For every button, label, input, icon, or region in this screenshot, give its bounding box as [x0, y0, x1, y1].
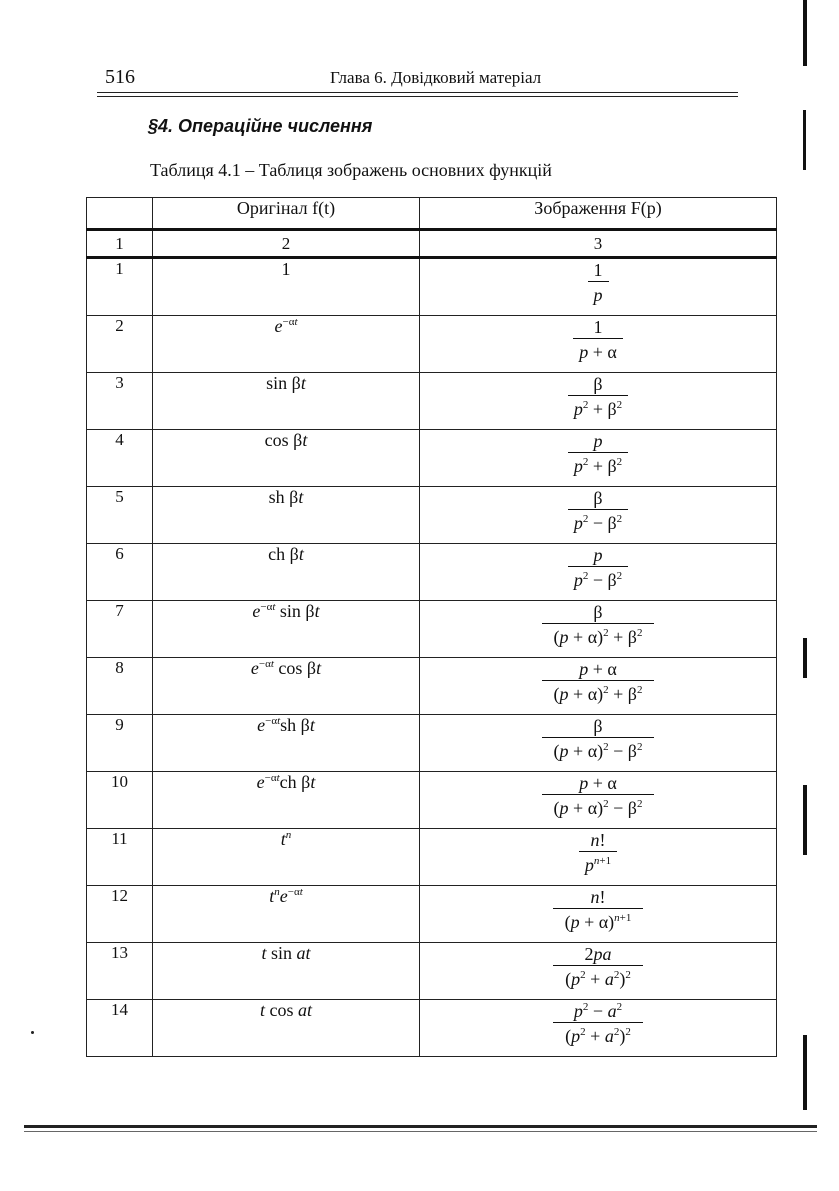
image-cell [420, 544, 777, 601]
original-cell: t sin at [153, 943, 420, 1000]
image-formula: $\frac{p + \alpha}{(p + \alpha)^2 - \beta^2}$ [542, 772, 655, 820]
image-formula: $\frac{1}{p}$ [588, 259, 609, 307]
table-row [87, 373, 777, 430]
scan-edge-bar [803, 1035, 807, 1110]
original-cell: $e^{-\alpha t}ch$ βt [153, 772, 420, 829]
image-cell [420, 658, 777, 715]
original-cell: $e^{-\alpha t}$ sin βt [153, 601, 420, 658]
image-formula: $\frac{p}{p^2 + \beta^2}$ [568, 430, 628, 478]
row-number: 1 [87, 258, 153, 316]
running-title: Глава 6. Довідковий матеріал [330, 68, 542, 87]
row-number: 11 [87, 829, 153, 886]
row-number: 3 [87, 373, 153, 430]
column-number-row [87, 230, 777, 258]
image-formula: $\frac{\beta}{p^2 + \beta^2}$ [568, 373, 628, 421]
row-number: 9 [87, 715, 153, 772]
scan-edge-bar [803, 110, 806, 170]
scan-edge-bar [803, 0, 807, 66]
header-image [420, 198, 777, 230]
row-number: 8 [87, 658, 153, 715]
header-empty [87, 198, 153, 230]
image-formula: $\frac{n!}{(p + \alpha)^{n+1}}$ [553, 886, 644, 934]
original-cell: ch βt [153, 544, 420, 601]
transform-table [86, 197, 777, 1057]
table-row [87, 715, 777, 772]
table-row [87, 943, 777, 1000]
row-number: 10 [87, 772, 153, 829]
original-cell: sin βt [153, 373, 420, 430]
column-number: 1 [87, 230, 153, 258]
table-row [87, 658, 777, 715]
original-cell [153, 258, 420, 316]
image-cell [420, 430, 777, 487]
image-formula: $\frac{p^2 - a^2}{(p^2 + a^2)^2}$ [553, 1000, 643, 1048]
image-cell [420, 943, 777, 1000]
image-formula: $\frac{p + \alpha}{(p + \alpha)^2 + \beta^2}$ [542, 658, 655, 706]
image-formula: $\frac{1}{p + \alpha}$ [573, 316, 623, 364]
image-cell [420, 772, 777, 829]
row-number: 13 [87, 943, 153, 1000]
image-cell [420, 715, 777, 772]
image-formula: $\frac{n!}{p^{n+1}}$ [579, 829, 617, 877]
original-cell: sh βt [153, 487, 420, 544]
column-number: 2 [153, 230, 420, 258]
page-number: 516 [105, 66, 135, 88]
image-cell [420, 373, 777, 430]
image-formula: $\frac{p}{p^2 - \beta^2}$ [568, 544, 628, 592]
column-number: 3 [420, 230, 777, 258]
table-row [87, 601, 777, 658]
original-formula: 1 [281, 259, 291, 279]
table-row [87, 258, 777, 316]
bottom-rule-2 [24, 1131, 817, 1132]
original-cell: $t^n$ [153, 829, 420, 886]
row-number: 4 [87, 430, 153, 487]
table-row [87, 316, 777, 373]
row-number: 7 [87, 601, 153, 658]
page-header [97, 66, 738, 92]
header-rule-2 [97, 96, 738, 97]
image-cell [420, 487, 777, 544]
table-row [87, 544, 777, 601]
image-cell [420, 1000, 777, 1057]
row-number: 14 [87, 1000, 153, 1057]
table-row [87, 487, 777, 544]
table-row [87, 886, 777, 943]
table-row [87, 430, 777, 487]
table-caption: Таблиця 4.1 – Таблиця зображень основних функцій [150, 160, 552, 180]
table-row [87, 829, 777, 886]
row-number: 2 [87, 316, 153, 373]
image-formula: $\frac{\beta}{(p + \alpha)^2 - \beta^2}$ [542, 715, 655, 763]
original-cell: $e^{-\alpha t}$ cos βt [153, 658, 420, 715]
header-original [153, 198, 420, 230]
scan-dot [31, 1031, 34, 1034]
bottom-rule [24, 1125, 817, 1128]
image-cell [420, 829, 777, 886]
scan-edge-bar [803, 638, 807, 678]
original-cell: t cos at [153, 1000, 420, 1057]
original-cell: $e^{-\alpha t}sh$ βt [153, 715, 420, 772]
original-cell: $e^{-\alpha t}$ [153, 316, 420, 373]
section-title: §4. Операційне числення [148, 116, 373, 136]
row-number: 5 [87, 487, 153, 544]
table-row [87, 772, 777, 829]
header-rule [97, 92, 738, 93]
image-cell [420, 258, 777, 316]
row-number: 12 [87, 886, 153, 943]
image-formula: $\frac{\beta}{p^2 - \beta^2}$ [568, 487, 628, 535]
row-number: 6 [87, 544, 153, 601]
image-cell [420, 886, 777, 943]
image-formula: $\frac{2pa}{(p^2 + a^2)^2}$ [553, 943, 643, 991]
image-cell [420, 316, 777, 373]
image-cell [420, 601, 777, 658]
table-row [87, 1000, 777, 1057]
header-image-label: Зображення F(p) [534, 198, 662, 218]
original-cell: cos βt [153, 430, 420, 487]
image-formula: $\frac{\beta}{(p + \alpha)^2 + \beta^2}$ [542, 601, 655, 649]
original-cell: $t^ne^{-\alpha t}$ [153, 886, 420, 943]
scan-edge-bar [803, 785, 807, 855]
header-original-label: Оригінал f(t) [236, 198, 336, 218]
